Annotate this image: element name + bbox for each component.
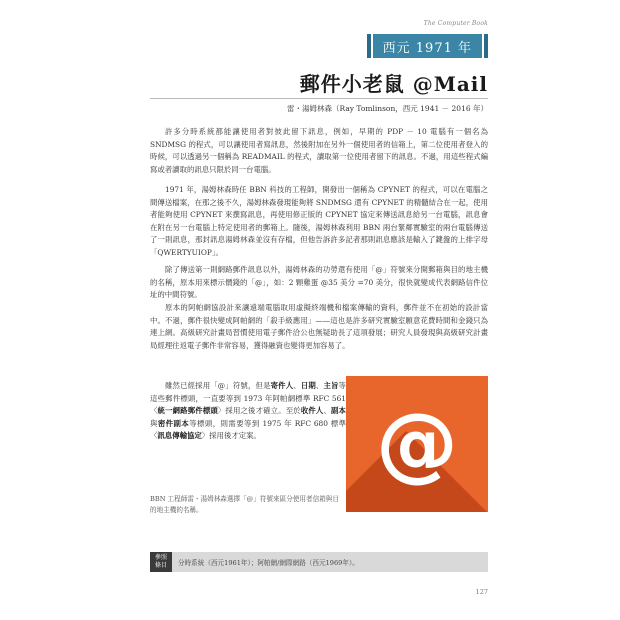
p5-text: 〉採用之後才確立。至於 [217,406,301,416]
paragraph-2: 1971 年，湯姆林森時任 BBN 科技的工程師，開發出一個稱為 CPYNET 的程式，可以在電腦之間傳送檔案，在那之後不久，湯姆林森發現能夠將 SNDMSG 還有 CPYNET 的精髓結合在一起，使用者能夠使用 CPYNET 來撰寫訊息，再使用修正版的 CPYNET 協定來傳送訊息給另一台電腦，訊息會在附在另一台電腦上特定使用者的郵箱上。隨後，湯姆林森利用 BBN 兩台緊鄰實驗室的兩台電腦傳送了一則訊息，那封訊息湯姆林森並沒有存檔，但他告訴許多記者那則訊息應該是輸入了鍵盤的上排字母「QWERTYUIOP」。 [150,185,488,257]
see-also-label [150,552,172,572]
term-bcc: 密件副本 [157,418,190,428]
p5-text: 〉採用後才定案。 [201,431,261,441]
year-bar-left [367,34,371,58]
paragraph-4: 原本的阿帕網協設計來讓遠端電腦取用虛擬終端機和檔案傳輸的資料，郵件並不在初始的設計當中。不過，郵件很快變成阿帕網的「殺手級應用」——這也是許多研究實驗室願意花費時間和金錢只為連上網。高級研究計畫局習慣使用電子郵件洽公也無疑助長了這項發展；研究人員發現與高級研究計畫局經理往返電子郵件非常容易，獲得融資也變得更加容易了。 [150,303,488,350]
term-to: 收件人 [300,406,324,416]
p5-text: 等標頭，則需要等到 1975 年 RFC 680 標準〈 [150,418,346,441]
paragraph-1: 許多分時系統都能讓使用者對彼此留下訊息，例如，早期的 PDP － 10 電腦有一個名為 SNDMSG 的程式，可以讓使用者寫訊息，然後附加在另外一個使用者的信箱上，第二位使用者登入的時候，可以透過另一個稱為 READMAIL 的程式，讀取第一位使用者留下的訊息。不過，用這些程式編寫或者讀取的訊息只限於同一台電腦。 [150,127,488,174]
term-subject: 主旨 [323,381,339,390]
p5-text: 、 [293,381,301,390]
p5-text: 、 [323,406,331,416]
p5-text: 等這些郵件標頭，一直要等到 1973 年阿帕網標準 RFC 561〈 [150,381,346,416]
paragraph-5 [150,380,346,443]
year-banner [367,34,488,58]
term-rfc561: 統一網路郵件標頭 [157,406,218,416]
year-badge: 西元 1971 年 [373,34,482,58]
at-glyph: @ [376,396,458,491]
term-cc: 副本 [331,406,346,416]
p5-text: 、 [315,381,324,390]
paragraph-3: 除了傳送第一則網路郵件訊息以外，湯姆林森的功勞還有使用「@」符號來分開郵箱與目的地主機的名稱，原本用來標示價錢的「@」，如：2 顆雞蛋 @35 美分 =70 美分，很快就變成代表網路信件位址的中間符號。 [150,265,488,300]
byline: 雷・湯姆林森（Ray Tomlinson，西元 1941 － 2016 年） [287,104,488,113]
term-date: 日期 [300,381,316,390]
term-sender: 寄件人 [270,381,294,390]
term-rfc680: 訊息傳輸協定 [157,431,202,441]
p5-text: 雖然已經採用「@」符號，但是 [165,381,271,390]
figure-caption: BBN 工程師雷・湯姆林森選擇「@」符號來區分使用者信箱與目的地主機的名稱。 [150,495,339,514]
see-also-box [150,552,488,572]
byline-divider [150,98,488,99]
see-also-label-line1: 參照 [154,554,167,561]
year-bar-right [484,34,488,58]
article-title: 郵件小老鼠 @Mail [299,72,488,96]
see-also-text: 分時系統（西元1961年）；阿帕網/網際網路（西元1969年）。 [172,552,488,572]
see-also-label-line2: 條目 [154,562,167,569]
running-head: The Computer Book [423,20,488,27]
p5-text: 與 [150,418,158,428]
at-sign-icon [346,376,488,512]
page-number: 127 [475,588,488,596]
